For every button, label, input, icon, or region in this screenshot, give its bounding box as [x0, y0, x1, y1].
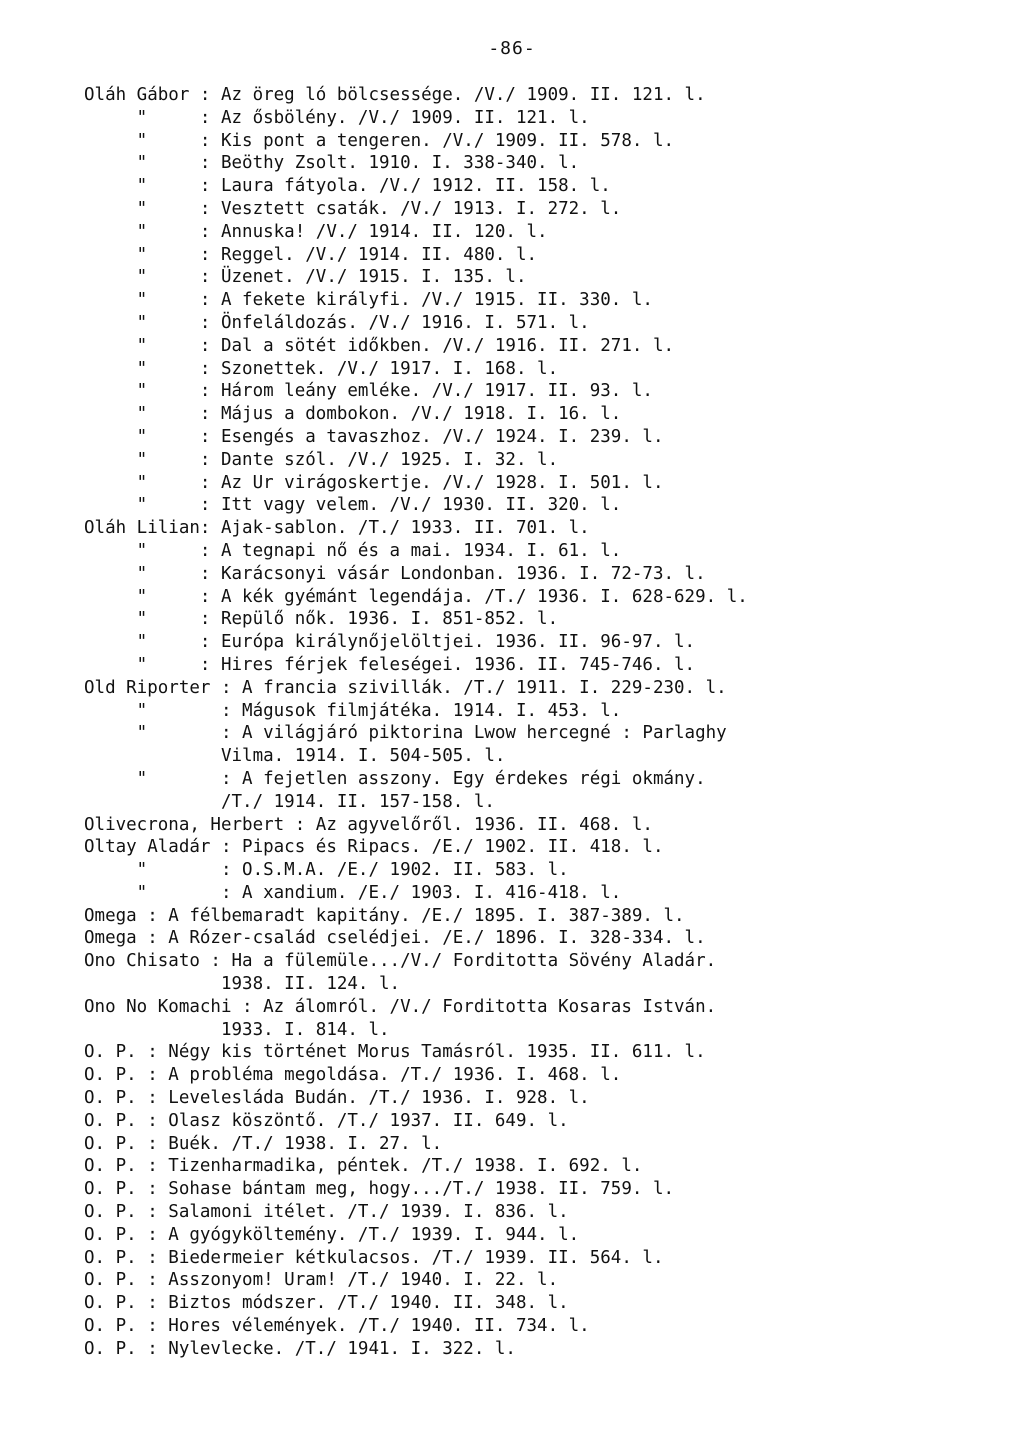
bibliography-entry: Olivecrona, Herbert : Az agyvelőről. 1936. II. 468. l. [84, 814, 653, 835]
bibliography-entry: O. P. : A probléma megoldása. /T./ 1936. I. 468. l. [84, 1065, 622, 1086]
bibliography-entry: Vilma. 1914. I. 504-505. l. [84, 746, 506, 767]
bibliography-entry: " : Az ősbölény. /V./ 1909. II. 121. l. [84, 107, 590, 128]
bibliography-entry: " : A tegnapi nő és a mai. 1934. I. 61. l. [84, 540, 622, 561]
bibliography-entry: " : Május a dombokon. /V./ 1918. I. 16. l. [84, 404, 622, 425]
bibliography-list [84, 84, 984, 1361]
bibliography-entry: O. P. : Olasz köszöntő. /T./ 1937. II. 649. l. [84, 1110, 569, 1131]
bibliography-entry: O. P. : Levelesláda Budán. /T./ 1936. I. 928. l. [84, 1088, 590, 1109]
bibliography-entry: O. P. : Biedermeier kétkulacsos. /T./ 1939. II. 564. l. [84, 1247, 664, 1268]
bibliography-entry: O. P. : Asszonyom! Uram! /T./ 1940. I. 22. l. [84, 1270, 559, 1291]
bibliography-entry: Oláh Lilian: Ajak-sablon. /T./ 1933. II. 701. l. [84, 518, 590, 539]
bibliography-entry: Ono Chisato : Ha a fülemüle.../V./ Forditotta Sövény Aladár. [84, 951, 717, 972]
bibliography-entry: 1933. I. 814. l. [84, 1019, 390, 1040]
bibliography-entry: " : Önfeláldozás. /V./ 1916. I. 571. l. [84, 312, 590, 333]
bibliography-entry: " : Esengés a tavaszhoz. /V./ 1924. I. 239. l. [84, 426, 664, 447]
bibliography-entry: O. P. : Négy kis történet Morus Tamásról. 1935. II. 611. l. [84, 1042, 706, 1063]
bibliography-entry: " : Karácsonyi vásár Londonban. 1936. I. 72-73. l. [84, 563, 706, 584]
bibliography-entry: O. P. : Biztos módszer. /T./ 1940. II. 348. l. [84, 1293, 569, 1314]
bibliography-entry: O. P. : Sohase bántam meg, hogy.../T./ 1938. II. 759. l. [84, 1179, 675, 1200]
bibliography-entry: " : Repülő nők. 1936. I. 851-852. l. [84, 609, 559, 630]
bibliography-entry: " : A xandium. /E./ 1903. I. 416-418. l. [84, 882, 622, 903]
bibliography-entry: " : Hires férjek feleségei. 1936. II. 745-746. l. [84, 654, 696, 675]
bibliography-entry: " : A fekete királyfi. /V./ 1915. II. 330. l. [84, 290, 653, 311]
bibliography-entry: " : Beöthy Zsolt. 1910. I. 338-340. l. [84, 153, 580, 174]
bibliography-entry: " : Három leány emléke. /V./ 1917. II. 93. l. [84, 381, 653, 402]
bibliography-entry: Old Riporter : A francia szivillák. /T./ 1911. I. 229-230. l. [84, 677, 727, 698]
bibliography-entry: Omega : A Rózer-család cselédjei. /E./ 1896. I. 328-334. l. [84, 928, 706, 949]
bibliography-entry: 1938. II. 124. l. [84, 974, 401, 995]
bibliography-entry: Ono No Komachi : Az álomról. /V./ Forditotta Kosaras István. [84, 996, 717, 1017]
bibliography-entry: O. P. : Tizenharmadika, péntek. /T./ 1938. I. 692. l. [84, 1156, 643, 1177]
page-number: -86- [488, 38, 536, 59]
bibliography-entry: " : Dal a sötét időkben. /V./ 1916. II. 271. l. [84, 335, 675, 356]
bibliography-entry: " : Szonettek. /V./ 1917. I. 168. l. [84, 358, 559, 379]
bibliography-entry: Oláh Gábor : Az öreg ló bölcsessége. /V./ 1909. II. 121. l. [84, 85, 706, 105]
bibliography-entry: " : Kis pont a tengeren. /V./ 1909. II. 578. l. [84, 130, 675, 151]
bibliography-entry: Omega : A félbemaradt kapitány. /E./ 1895. I. 387-389. l. [84, 905, 685, 926]
bibliography-entry: " : Dante szól. /V./ 1925. I. 32. l. [84, 449, 559, 470]
bibliography-entry: " : Vesztett csaták. /V./ 1913. I. 272. l. [84, 198, 622, 219]
bibliography-entry: " : Üzenet. /V./ 1915. I. 135. l. [84, 267, 527, 288]
bibliography-entry: " : A kék gyémánt legendája. /T./ 1936. I. 628-629. l. [84, 586, 748, 607]
bibliography-entry: " : Európa királynőjelöltjei. 1936. II. 96-97. l. [84, 632, 696, 653]
bibliography-entry: " : O.S.M.A. /E./ 1902. II. 583. l. [84, 860, 569, 881]
bibliography-entry: " : Annuska! /V./ 1914. II. 120. l. [84, 221, 548, 242]
bibliography-entry: Oltay Aladár : Pipacs és Ripacs. /E./ 1902. II. 418. l. [84, 837, 664, 858]
bibliography-entry: " : Reggel. /V./ 1914. II. 480. l. [84, 244, 538, 265]
bibliography-entry: O. P. : Nylevlecke. /T./ 1941. I. 322. l. [84, 1338, 516, 1359]
bibliography-entry: O. P. : Hores vélemények. /T./ 1940. II. 734. l. [84, 1316, 590, 1337]
bibliography-entry: O. P. : A gyógyköltemény. /T./ 1939. I. 944. l. [84, 1224, 580, 1245]
bibliography-entry: " : Mágusok filmjátéka. 1914. I. 453. l. [84, 700, 622, 721]
bibliography-entry: O. P. : Buék. /T./ 1938. I. 27. l. [84, 1133, 443, 1154]
bibliography-entry: " : A fejetlen asszony. Egy érdekes régi okmány. [84, 768, 706, 789]
bibliography-entry: " : Itt vagy velem. /V./ 1930. II. 320. l. [84, 495, 622, 516]
bibliography-entry: O. P. : Salamoni itélet. /T./ 1939. I. 836. l. [84, 1202, 569, 1223]
bibliography-entry: " : Laura fátyola. /V./ 1912. II. 158. l. [84, 176, 611, 197]
bibliography-entry: " : Az Ur virágoskertje. /V./ 1928. I. 501. l. [84, 472, 664, 493]
bibliography-entry: /T./ 1914. II. 157-158. l. [84, 791, 495, 812]
bibliography-entry: " : A világjáró piktorina Lwow hercegné : Parlaghy [84, 723, 727, 744]
